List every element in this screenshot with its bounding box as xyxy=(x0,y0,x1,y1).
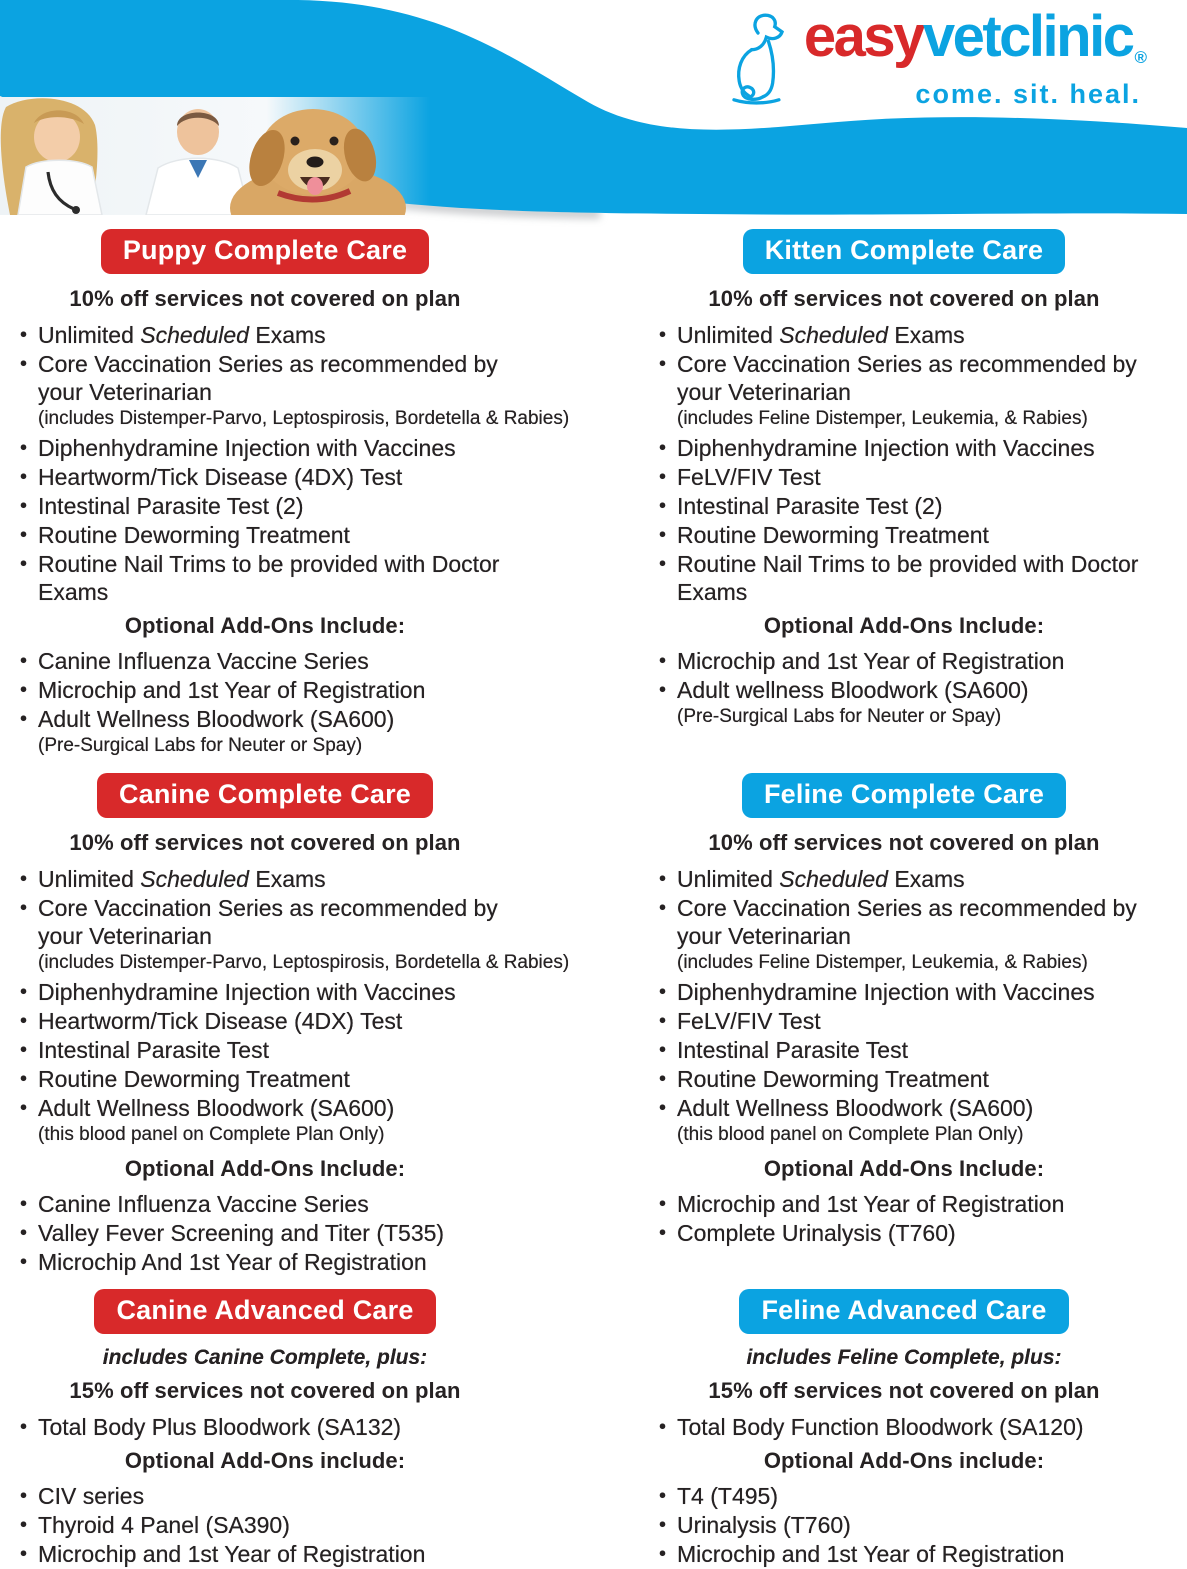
plan-addon-item-body xyxy=(38,705,585,760)
bullet-icon: • xyxy=(659,1193,667,1215)
bullet-icon: • xyxy=(20,353,28,375)
plan-section-kitten-complete-care xyxy=(593,229,1187,761)
plan-items-list xyxy=(659,1413,1179,1441)
plan-item-text: Adult Wellness Bloodwork (SA600) xyxy=(38,1095,395,1121)
bullet-icon: • xyxy=(20,1039,28,1061)
brand-logo xyxy=(726,6,1145,110)
bullet-icon: • xyxy=(659,1068,667,1090)
plan-item-text: Total Body Plus Bloodwork (SA132) xyxy=(38,1414,402,1440)
plan-item xyxy=(20,978,585,1006)
plan-addons-block xyxy=(20,1156,510,1182)
plan-item-body xyxy=(677,1065,1179,1093)
bullet-icon: • xyxy=(20,495,28,517)
plan-addon-item-text: Canine Influenza Vaccine Series xyxy=(38,1191,369,1217)
plan-item-body xyxy=(677,1094,1179,1149)
bullet-icon: • xyxy=(20,1193,28,1215)
bullet-icon: • xyxy=(20,1416,28,1438)
plan-header-block xyxy=(20,773,510,856)
plan-item-text: Intestinal Parasite Test (2) xyxy=(38,493,304,519)
plan-title-badge: Canine Advanced Care xyxy=(94,1289,435,1334)
plan-item-text: Intestinal Parasite Test (2) xyxy=(677,493,943,519)
plan-addons-block xyxy=(20,613,510,639)
plan-header-block xyxy=(659,229,1149,312)
plan-item-text: Routine Deworming Treatment xyxy=(677,1066,989,1092)
plan-item xyxy=(659,521,1179,549)
plan-addons-header: Optional Add-Ons Include: xyxy=(763,613,1045,638)
plan-addon-item-body xyxy=(677,1219,1179,1247)
plan-addon-item-body xyxy=(38,1219,585,1247)
bullet-icon: • xyxy=(659,553,667,575)
bullet-icon: • xyxy=(20,1222,28,1244)
bullet-icon: • xyxy=(20,897,28,919)
plan-item-body xyxy=(677,1007,1179,1035)
plan-addon-item xyxy=(20,1482,585,1510)
plan-addon-item-body xyxy=(677,1511,1179,1539)
plan-item-text: Diphenhydramine Injection with Vaccines xyxy=(38,979,456,1005)
plan-addon-item-body xyxy=(38,1482,585,1510)
plan-item-note: (includes Distemper-Parvo, Leptospirosis, Bordetella & Rabies) xyxy=(38,408,570,429)
plan-item xyxy=(659,463,1179,491)
plan-item-text: Heartworm/Tick Disease (4DX) Test xyxy=(38,1008,403,1034)
plan-item-text: Unlimited Scheduled Exams xyxy=(677,866,965,892)
plan-addon-item-text: Valley Fever Screening and Titer (T535) xyxy=(38,1220,445,1246)
plan-item-body xyxy=(38,463,585,491)
plan-item xyxy=(659,978,1179,1006)
plan-addon-item-body xyxy=(38,1190,585,1218)
plan-section-canine-advanced-care xyxy=(0,1289,593,1569)
dog-line-art-icon xyxy=(726,10,790,104)
plan-item-body xyxy=(38,1065,585,1093)
plan-addon-item-text: CIV series xyxy=(38,1483,145,1509)
plan-item-text: Heartworm/Tick Disease (4DX) Test xyxy=(38,464,403,490)
plan-item xyxy=(659,865,1179,893)
bullet-icon: • xyxy=(659,981,667,1003)
plan-item-body xyxy=(38,434,585,462)
bullet-icon: • xyxy=(659,524,667,546)
plan-item-text: Adult Wellness Bloodwork (SA600) xyxy=(677,1095,1034,1121)
plan-item-text: Core Vaccination Series as recommended by your Veterinarian xyxy=(38,351,498,405)
plan-addon-item xyxy=(20,1540,585,1568)
plan-addon-item-text: Microchip and 1st Year of Registration xyxy=(38,1541,426,1567)
plan-header-block xyxy=(20,229,510,312)
plan-item-text: Routine Nail Trims to be provided with Doctor Exams xyxy=(677,551,1139,605)
plan-addons-block xyxy=(20,1448,510,1474)
bullet-icon: • xyxy=(659,437,667,459)
plan-addon-item-text: Adult wellness Bloodwork (SA600) xyxy=(677,677,1029,703)
plan-addon-item-note: (Pre-Surgical Labs for Neuter or Spay) xyxy=(38,735,363,756)
plan-addon-item-text: Microchip and 1st Year of Registration xyxy=(677,1191,1065,1217)
plan-item xyxy=(659,1094,1179,1149)
plan-addon-item-text: Microchip and 1st Year of Registration xyxy=(38,677,426,703)
plan-item-text: Intestinal Parasite Test xyxy=(38,1037,269,1063)
plan-item xyxy=(659,550,1179,606)
plan-addons-list xyxy=(659,647,1179,731)
plan-item-body xyxy=(677,978,1179,1006)
plan-addon-item-body xyxy=(677,1190,1179,1218)
plan-addon-item xyxy=(659,676,1179,731)
bullet-icon: • xyxy=(659,324,667,346)
logo-text xyxy=(804,6,1145,110)
plan-item-text: FeLV/FIV Test xyxy=(677,1008,821,1034)
plan-discount-line: 15% off services not covered on plan xyxy=(69,1378,461,1403)
plan-item xyxy=(20,1413,585,1441)
bullet-icon: • xyxy=(20,679,28,701)
plan-section-feline-complete-care xyxy=(593,773,1187,1277)
plan-item-body xyxy=(38,521,585,549)
plan-item-body xyxy=(38,1094,585,1149)
plan-item xyxy=(20,350,585,433)
plan-item-text: Unlimited Scheduled Exams xyxy=(38,322,326,348)
plan-item-body xyxy=(677,1413,1179,1441)
plan-addons-list xyxy=(20,647,585,760)
plan-addon-item-body xyxy=(677,676,1179,731)
plan-addons-block xyxy=(659,1156,1149,1182)
plan-item-body xyxy=(38,321,585,349)
logo-easy: easy xyxy=(803,4,923,69)
bullet-icon: • xyxy=(20,1543,28,1565)
plan-item-body xyxy=(677,463,1179,491)
bullet-icon: • xyxy=(659,897,667,919)
plan-item-text: Routine Deworming Treatment xyxy=(38,522,350,548)
plan-addon-item xyxy=(20,1511,585,1539)
plan-addons-header: Optional Add-Ons include: xyxy=(763,1448,1045,1473)
plan-item-body xyxy=(677,894,1179,977)
plan-item xyxy=(659,321,1179,349)
plan-addon-item-body xyxy=(38,647,585,675)
plan-addons-header: Optional Add-Ons Include: xyxy=(124,613,406,638)
plan-item-body xyxy=(38,1036,585,1064)
plan-discount-line: 10% off services not covered on plan xyxy=(708,830,1100,855)
plan-addon-item-text: T4 (T495) xyxy=(677,1483,778,1509)
plan-section-puppy-complete-care xyxy=(0,229,593,761)
bullet-icon: • xyxy=(20,1251,28,1273)
plan-addon-item-text: Microchip and 1st Year of Registration xyxy=(677,1541,1065,1567)
plan-pre-note: includes Canine Complete, plus: xyxy=(102,1346,428,1369)
plan-addon-item xyxy=(659,1540,1179,1568)
plan-addons-header: Optional Add-Ons Include: xyxy=(124,1156,406,1181)
plan-item xyxy=(659,350,1179,433)
plan-item-body xyxy=(38,894,585,977)
bullet-icon: • xyxy=(20,466,28,488)
plan-title-badge: Canine Complete Care xyxy=(97,773,433,818)
plan-item-text: Diphenhydramine Injection with Vaccines xyxy=(677,435,1095,461)
plan-item xyxy=(659,1413,1179,1441)
plan-item-body xyxy=(38,350,585,433)
plan-addon-item-text: Microchip and 1st Year of Registration xyxy=(677,648,1065,674)
bullet-icon: • xyxy=(20,1068,28,1090)
plan-addon-item-body xyxy=(38,676,585,704)
plan-title-badge: Kitten Complete Care xyxy=(743,229,1066,274)
plan-item-body xyxy=(677,1036,1179,1064)
plan-item xyxy=(20,894,585,977)
header xyxy=(0,0,1187,215)
plan-item xyxy=(20,1007,585,1035)
plan-pre-note: includes Feline Complete, plus: xyxy=(746,1346,1062,1369)
plan-header-block xyxy=(659,1289,1149,1404)
plan-items-list xyxy=(659,865,1179,1149)
plan-item-body xyxy=(677,350,1179,433)
plan-header-block xyxy=(659,773,1149,856)
plan-item-text: Routine Deworming Treatment xyxy=(38,1066,350,1092)
plan-addon-item-text: Thyroid 4 Panel (SA390) xyxy=(38,1512,290,1538)
plan-item-body xyxy=(677,321,1179,349)
plan-addon-item xyxy=(20,647,585,675)
plan-item xyxy=(20,1094,585,1149)
bullet-icon: • xyxy=(20,553,28,575)
plan-item-body xyxy=(38,978,585,1006)
plan-item xyxy=(659,894,1179,977)
plans-grid xyxy=(0,215,1187,1569)
plan-item xyxy=(20,1065,585,1093)
bullet-icon: • xyxy=(659,353,667,375)
plan-item-body xyxy=(38,865,585,893)
registered-trademark-icon: ® xyxy=(1134,48,1147,67)
plan-addons-list xyxy=(20,1482,585,1568)
plan-item xyxy=(659,1007,1179,1035)
plan-discount-line: 10% off services not covered on plan xyxy=(69,830,461,855)
plan-addon-item-text: Complete Urinalysis (T760) xyxy=(677,1220,956,1246)
plan-item-text: FeLV/FIV Test xyxy=(677,464,821,490)
plan-addon-item-text: Microchip And 1st Year of Registration xyxy=(38,1249,427,1275)
bullet-icon: • xyxy=(20,1514,28,1536)
bullet-icon: • xyxy=(659,1039,667,1061)
plan-addon-item xyxy=(659,1482,1179,1510)
plan-items-list xyxy=(20,1413,585,1441)
plan-addon-item xyxy=(659,1219,1179,1247)
plan-addon-item xyxy=(659,1190,1179,1218)
plan-addon-item-body xyxy=(38,1540,585,1568)
bullet-icon: • xyxy=(659,1485,667,1507)
bullet-icon: • xyxy=(20,708,28,730)
plan-addon-item xyxy=(20,676,585,704)
plan-item-body xyxy=(677,550,1179,606)
bullet-icon: • xyxy=(20,1097,28,1119)
plan-addon-item-text: Urinalysis (T760) xyxy=(677,1512,851,1538)
plan-item xyxy=(20,492,585,520)
bullet-icon: • xyxy=(659,1514,667,1536)
bullet-icon: • xyxy=(659,1222,667,1244)
plan-addon-item-body xyxy=(38,1511,585,1539)
bullet-icon: • xyxy=(659,868,667,890)
plan-item xyxy=(659,1036,1179,1064)
plan-item-text: Routine Nail Trims to be provided with Doctor Exams xyxy=(38,551,500,605)
plan-addons-list xyxy=(659,1190,1179,1247)
plan-addon-item-text: Adult Wellness Bloodwork (SA600) xyxy=(38,706,395,732)
plan-addon-item xyxy=(659,647,1179,675)
plan-addon-item xyxy=(20,1248,585,1276)
plan-addons-list xyxy=(20,1190,585,1276)
plan-addons-list xyxy=(659,1482,1179,1568)
plan-item xyxy=(20,434,585,462)
plan-item-body xyxy=(677,521,1179,549)
plan-addon-item-body xyxy=(677,647,1179,675)
plan-item xyxy=(659,1065,1179,1093)
plan-section-feline-advanced-care xyxy=(593,1289,1187,1569)
plan-item xyxy=(20,463,585,491)
plan-item xyxy=(20,1036,585,1064)
bullet-icon: • xyxy=(659,466,667,488)
plan-title-badge: Puppy Complete Care xyxy=(101,229,429,274)
plan-items-list xyxy=(20,865,585,1149)
plan-addon-item xyxy=(20,705,585,760)
logo-wordmark xyxy=(804,6,1145,82)
bullet-icon: • xyxy=(659,679,667,701)
plan-item xyxy=(659,434,1179,462)
bullet-icon: • xyxy=(20,437,28,459)
plan-title-badge: Feline Complete Care xyxy=(742,773,1066,818)
plan-item-body xyxy=(38,1413,585,1441)
plan-item-text: Core Vaccination Series as recommended by your Veterinarian xyxy=(677,351,1137,405)
bullet-icon: • xyxy=(659,495,667,517)
plan-discount-line: 10% off services not covered on plan xyxy=(69,286,461,311)
plan-addon-item xyxy=(20,1219,585,1247)
plan-item-note: (includes Feline Distemper, Leukemia, & Rabies) xyxy=(677,408,1088,429)
bullet-icon: • xyxy=(20,324,28,346)
plan-item-text: Routine Deworming Treatment xyxy=(677,522,989,548)
plan-item-text: Intestinal Parasite Test xyxy=(677,1037,908,1063)
bullet-icon: • xyxy=(659,1097,667,1119)
plan-section-canine-complete-care xyxy=(0,773,593,1277)
plan-item-text: Diphenhydramine Injection with Vaccines xyxy=(38,435,456,461)
plan-item-text: Unlimited Scheduled Exams xyxy=(677,322,965,348)
bullet-icon: • xyxy=(20,981,28,1003)
plan-item-body xyxy=(677,865,1179,893)
plan-item-body xyxy=(38,492,585,520)
plan-item-note: (includes Feline Distemper, Leukemia, & Rabies) xyxy=(677,952,1088,973)
plan-item-text: Core Vaccination Series as recommended by your Veterinarian xyxy=(677,895,1137,949)
plan-addon-item-body xyxy=(677,1540,1179,1568)
logo-tagline: come. sit. heal. xyxy=(915,79,1141,109)
plan-item xyxy=(659,492,1179,520)
bullet-icon: • xyxy=(659,1543,667,1565)
plan-addon-item-body xyxy=(38,1248,585,1276)
bullet-icon: • xyxy=(659,1416,667,1438)
plan-addon-item-body xyxy=(677,1482,1179,1510)
plan-item-text: Unlimited Scheduled Exams xyxy=(38,866,326,892)
plan-item-note: (this blood panel on Complete Plan Only) xyxy=(38,1124,385,1145)
plan-item xyxy=(20,521,585,549)
plan-addon-item xyxy=(659,1511,1179,1539)
plan-addon-item xyxy=(20,1190,585,1218)
bullet-icon: • xyxy=(20,524,28,546)
plan-item xyxy=(20,865,585,893)
plan-discount-line: 10% off services not covered on plan xyxy=(708,286,1100,311)
bullet-icon: • xyxy=(20,650,28,672)
bullet-icon: • xyxy=(20,1010,28,1032)
plan-addon-item-note: (Pre-Surgical Labs for Neuter or Spay) xyxy=(677,706,1002,727)
plan-items-list xyxy=(659,321,1179,606)
bullet-icon: • xyxy=(659,1010,667,1032)
plan-discount-line: 15% off services not covered on plan xyxy=(708,1378,1100,1403)
plan-item-note: (this blood panel on Complete Plan Only) xyxy=(677,1124,1024,1145)
plan-items-list xyxy=(20,321,585,606)
plan-item-text: Diphenhydramine Injection with Vaccines xyxy=(677,979,1095,1005)
plan-item-body xyxy=(38,1007,585,1035)
bullet-icon: • xyxy=(20,1485,28,1507)
plan-item xyxy=(20,321,585,349)
bullet-icon: • xyxy=(659,650,667,672)
plan-title-badge: Feline Advanced Care xyxy=(739,1289,1068,1334)
plan-header-block xyxy=(20,1289,510,1404)
plan-item xyxy=(20,550,585,606)
plan-addons-block xyxy=(659,613,1149,639)
logo-vetclinic: vetclinic xyxy=(922,4,1133,69)
plan-item-body xyxy=(677,434,1179,462)
plan-item-text: Total Body Function Bloodwork (SA120) xyxy=(677,1414,1084,1440)
plan-addons-header: Optional Add-Ons include: xyxy=(124,1448,406,1473)
plan-addons-header: Optional Add-Ons Include: xyxy=(763,1156,1045,1181)
plan-addons-block xyxy=(659,1448,1149,1474)
plan-item-note: (includes Distemper-Parvo, Leptospirosis, Bordetella & Rabies) xyxy=(38,952,570,973)
plan-item-body xyxy=(677,492,1179,520)
plan-addon-item-text: Canine Influenza Vaccine Series xyxy=(38,648,369,674)
plan-item-body xyxy=(38,550,585,606)
plan-item-text: Core Vaccination Series as recommended by your Veterinarian xyxy=(38,895,498,949)
bullet-icon: • xyxy=(20,868,28,890)
